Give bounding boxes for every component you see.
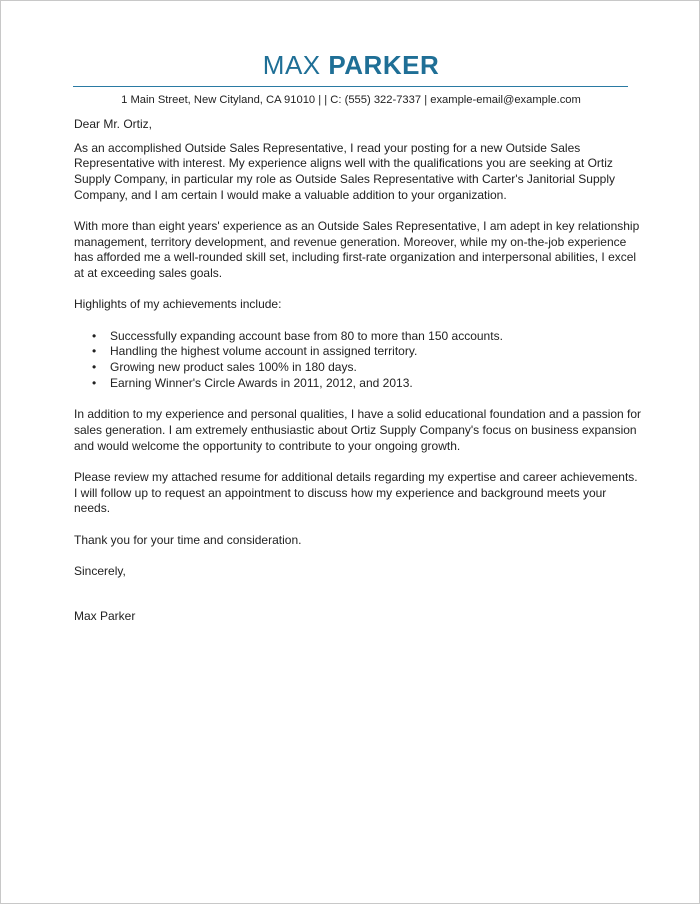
salutation: Dear Mr. Ortiz, (74, 117, 153, 131)
name-heading (1, 50, 700, 80)
letter-body (74, 117, 644, 641)
paragraph: In addition to my experience and personal qualities, I have a solid educational foundation and a passion for sales generation. I am extremely enthusiastic about Ortiz Supply Company's focus on business expansion and would welcome the opportunity to contribute to your ongoing growth. (74, 407, 642, 453)
bullet-icon: • (92, 359, 97, 374)
paragraph: As an accomplished Outside Sales Representative, I read your posting for a new Outside Sales Representative with interest. My experience aligns well with the qualifications you are seeking at Ortiz Supply Company, in particular my role as Outside Sales Representative with Carter's Janitorial Supply Company, and I am certain I would make a valuable addition to your organization. (74, 140, 615, 202)
signature-name: Max Parker (74, 609, 136, 624)
paragraph: Please review my attached resume for additional details regarding my expertise and career achievements. I will follow up to request an appointment to discuss how my experience and background meets your needs. (74, 469, 638, 516)
thank-you-line: Thank you for your time and consideration. (74, 532, 302, 547)
achievements-list (74, 329, 644, 392)
contact-line: 1 Main Street, New Cityland, CA 91010 | | C: (555) 322-7337 | example-email@example.com (121, 94, 581, 106)
list-item (74, 376, 644, 392)
list-item-text: Earning Winner's Circle Awards in 2011, 2012, and 2013. (110, 375, 413, 390)
list-item-text: Growing new product sales 100% in 180 days. (110, 359, 357, 374)
bullet-icon: • (92, 344, 97, 359)
list-item-text: Handling the highest volume account in assigned territory. (110, 344, 418, 359)
list-item (74, 360, 644, 376)
first-name: MAX (262, 50, 321, 80)
list-item (74, 344, 644, 360)
header-divider (73, 86, 628, 87)
closing: Sincerely, (74, 563, 126, 578)
paragraph: With more than eight years' experience as an Outside Sales Representative, I am adept in key relationship management, territory development, and revenue generation. Moreover, while my on-the-job experience has afforded me a well-rounded skill set, including first-rate organization and interpersonal abilities, I excel at at exceeding sales goals. (74, 219, 640, 281)
list-item-text: Successfully expanding account base from 80 to more than 150 accounts. (110, 328, 503, 343)
list-item (74, 329, 644, 345)
bullet-icon: • (92, 328, 97, 343)
last-name: PARKER (328, 50, 440, 80)
highlights-intro: Highlights of my achievements include: (74, 297, 282, 312)
bullet-icon: • (92, 375, 97, 390)
